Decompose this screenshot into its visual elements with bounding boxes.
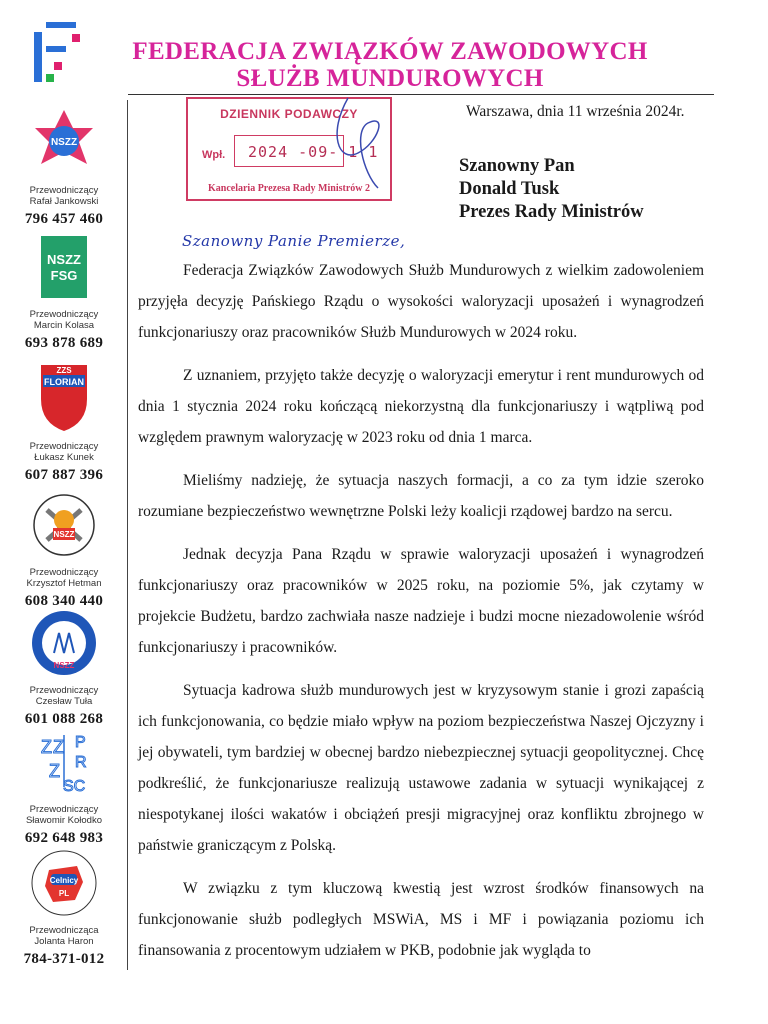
letter-body (138, 255, 704, 978)
member-phone: 784-371-012 (23, 951, 105, 967)
header-divider (128, 94, 714, 95)
svg-text:Z: Z (41, 737, 52, 757)
svg-text:SC: SC (63, 778, 86, 795)
member-name: Rafał Jankowski (29, 196, 99, 207)
member-role: Przewodniczący (29, 309, 99, 320)
member-name: Marcin Kolasa (33, 320, 95, 331)
member-role: Przewodniczący (29, 441, 99, 452)
letter-paragraph: Sytuacja kadrowa służb mundurowych jest w kryzysowym stanie i grozi zapaścią ich funkcjonowania, co będzie miało wpływ na poziom bezpieczeństwa Naszej Ojczyzny i jej obywateli, tym bardziej w obecnej bardzo niebezpiecznej sytuacji geopolitycznej. Chcę podkreślić, że funkcjonariusze realizują ustawowe zadania w sytuacji wynikającej z niespotykanej ilości wakatów i obciążeń presji migracyjnej oraz konfliktu zbrojnego w państwie graniczącym z Polską. (138, 682, 704, 854)
recipient-line: Donald Tusk (459, 179, 560, 199)
member-name: Łukasz Kunek (34, 452, 94, 463)
handwritten-salutation: Szanowny Panie Premierze, (182, 232, 406, 250)
member-role: Przewodniczący (29, 804, 99, 815)
svg-text:R: R (75, 754, 87, 771)
zzs-florian-shield-emblem-icon (29, 358, 99, 434)
stamp-footer: Kancelaria Prezesa Rady Ministrów 2 (207, 183, 370, 194)
member-card (0, 608, 128, 729)
svg-text:NSZZ: NSZZ (47, 252, 81, 267)
place-date: Warszawa, dnia 11 września 2024r. (466, 103, 685, 120)
svg-text:Z: Z (53, 737, 64, 757)
member-role: Przewodniczący (29, 685, 99, 696)
svg-text:Z: Z (49, 761, 60, 781)
nszz-prison-officers-emblem-icon (29, 608, 99, 678)
member-card (0, 848, 128, 969)
letter-paragraph: Federacja Związków Zawodowych Służb Mundurowych z wielkim zadowoleniem przyjęła decyzję Pańskiego Rządu o wysokości waloryzacji uposażeń i wynagrodzeń funkcjonariuszy oraz pracowników Służb Mundurowych w 2024 roku. (138, 262, 704, 341)
stamp-signature-scribble-icon (318, 93, 408, 203)
nszz-psp-workers-emblem-icon (29, 490, 99, 560)
letter-paragraph: W związku z tym kluczową kwestią jest wzrost środków finansowych na funkcjonowanie służb podległych MSWiA, MS i MF i powiązania poziomu ich finansowania z procentowym udziałem w PKB, podobnie jak wygląda to (138, 880, 704, 959)
svg-text:ZZS: ZZS (56, 366, 72, 375)
registry-stamp (186, 97, 392, 201)
stamp-wpl-label: Wpł. (202, 149, 226, 161)
member-card (0, 727, 128, 848)
member-card (0, 232, 128, 353)
member-phone: 608 340 440 (24, 593, 104, 609)
federation-title-line1: FEDERACJA ZWIĄZKÓW ZAWODOWYCH (132, 38, 648, 65)
member-name: Jolanta Haron (34, 936, 94, 947)
member-name: Sławomir Kołodko (25, 815, 103, 826)
recipient-line: Prezes Rady Ministrów (459, 202, 644, 222)
zzp-prsc-emblem-icon (29, 727, 99, 797)
nszz-zzp-star-emblem-icon (29, 108, 99, 178)
svg-text:FSG: FSG (50, 268, 78, 283)
svg-text:PL: PL (58, 889, 70, 898)
svg-text:NSZZ: NSZZ (50, 137, 78, 148)
svg-text:NSZZ: NSZZ (53, 661, 75, 670)
member-role: Przewodniczący (29, 567, 99, 578)
member-name: Krzysztof Hetman (26, 578, 102, 589)
svg-text:Celnicy: Celnicy (49, 876, 79, 885)
member-card (0, 358, 128, 485)
member-card (0, 490, 128, 611)
federation-logo-icon (34, 22, 84, 86)
member-phone: 796 457 460 (24, 211, 104, 227)
svg-text:FLORIAN: FLORIAN (44, 377, 84, 387)
svg-text:P: P (75, 734, 86, 751)
member-name: Czesław Tuła (35, 696, 93, 707)
member-phone: 601 088 268 (24, 711, 104, 727)
nszz-fsg-shield-emblem-icon (29, 232, 99, 302)
celnicy-pl-emblem-icon (29, 848, 99, 918)
letter-paragraph: Jednak decyzja Pana Rządu w sprawie waloryzacji uposażeń i wynagrodzeń funkcjonariuszy oraz pracowników w 2025 roku, na poziomie 5%, jak czytamy w projekcie Budżetu, bardzo zachwiała nasze nadzieje i budzi mocne niezadowolenie wśród funkcjonariuszy i pracowników. (138, 546, 704, 656)
member-phone: 692 648 983 (24, 830, 104, 846)
letter-paragraph: Z uznaniem, przyjęto także decyzję o waloryzacji emerytur i rent mundurowych od dnia 1 stycznia 2024 roku kończącą niekorzystną dla funkcjonariuszy i wątpliwą pod względem prawnym waloryzację w 2023 roku od dnia 1 marca. (138, 367, 704, 446)
letter-paragraph: Mieliśmy nadzieję, że sytuacja naszych formacji, a co za tym idzie szeroko rozumiane bezpieczeństwo wewnętrzne Polski leży koalicji rządowej bardzo na sercu. (138, 472, 704, 520)
member-card (0, 108, 128, 229)
federation-title (80, 38, 700, 92)
federation-title-line2: SŁUŻB MUNDUROWYCH (236, 65, 544, 92)
svg-text:NSZZ: NSZZ (53, 530, 75, 539)
member-role: Przewodniczący (29, 185, 99, 196)
recipient-block (459, 155, 644, 224)
member-phone: 693 878 689 (24, 335, 104, 351)
stamp-date: 2024 -09- 1 1 (248, 143, 379, 161)
member-phone: 607 887 396 (24, 467, 104, 483)
member-role: Przewodnicząca (29, 925, 99, 936)
stamp-title: DZIENNIK PODAWCZY (220, 107, 358, 121)
recipient-line: Szanowny Pan (459, 156, 575, 176)
